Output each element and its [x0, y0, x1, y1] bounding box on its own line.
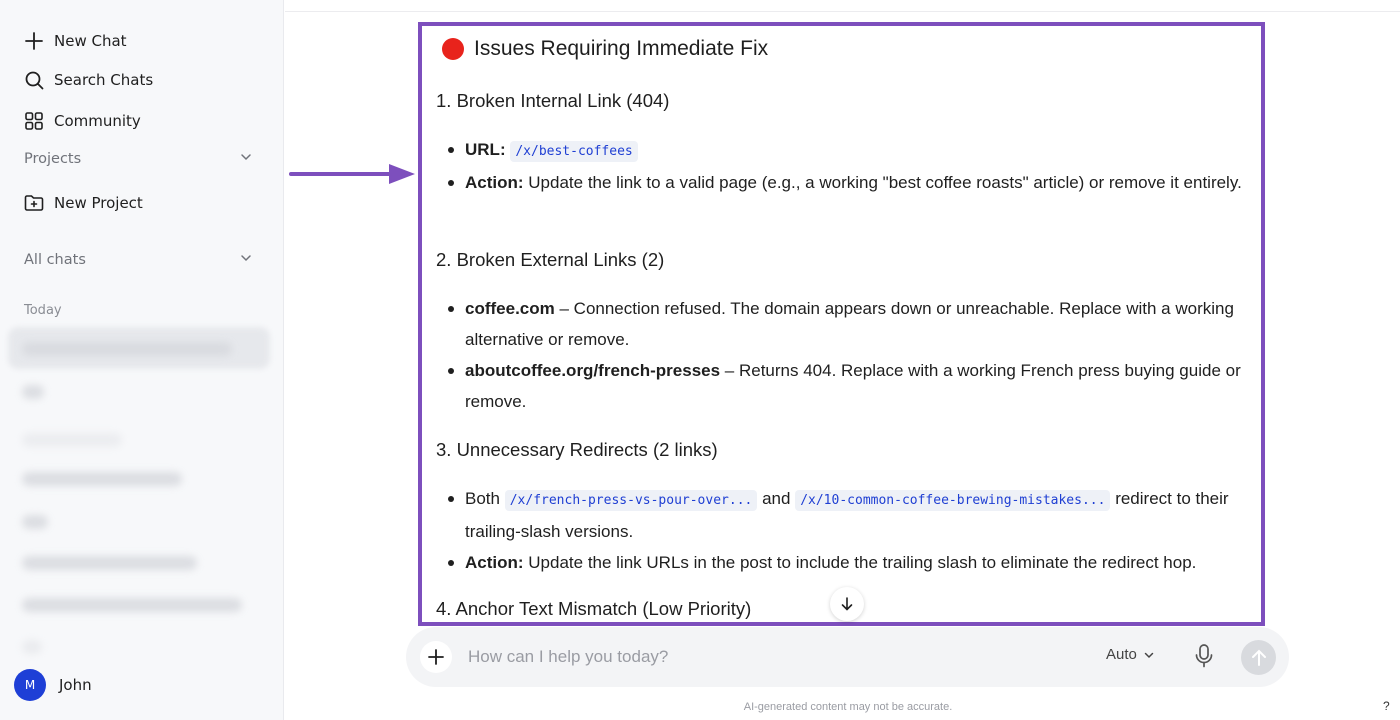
arrow-up-icon [1251, 649, 1267, 667]
user-name: John [59, 676, 92, 694]
plus-icon [24, 31, 44, 51]
today-label: Today [24, 303, 62, 318]
grid-icon [24, 111, 44, 131]
avatar: M [14, 669, 46, 701]
inline-code: /x/best-coffees [510, 141, 637, 162]
url-label: URL: [465, 140, 506, 159]
item-text: – Connection refused. The domain appears down or unreachable. Replace with a working alternative or remove. [465, 299, 1234, 349]
chat-history-group-label [22, 433, 122, 447]
microphone-icon [1194, 643, 1214, 669]
action-text: Update the link URLs in the post to include the trailing slash to eliminate the redirect hop. [528, 553, 1197, 572]
chat-history-item[interactable] [22, 385, 44, 399]
inline-code: /x/french-press-vs-pour-over... [505, 490, 758, 511]
section-heading [436, 34, 1256, 64]
chat-history-item[interactable] [22, 556, 197, 570]
user-menu[interactable] [14, 669, 92, 701]
search-icon [24, 70, 44, 90]
attach-button[interactable] [420, 641, 452, 673]
issue-3-title: 3. Unnecessary Redirects (2 links) [436, 439, 718, 460]
domain-label: coffee.com [465, 299, 555, 318]
search-chats-label: Search Chats [54, 71, 154, 89]
model-label: Auto [1106, 646, 1137, 663]
highlighted-response [418, 22, 1265, 626]
item-text: – Returns 404. Replace with a working French press buying guide or remove. [465, 361, 1241, 411]
assistant-message [436, 34, 1256, 619]
issue-2-list [436, 293, 1256, 417]
issue-2-title: 2. Broken External Links (2) [436, 249, 665, 270]
chevron-down-icon [240, 151, 252, 167]
all-chats-section-toggle[interactable] [24, 252, 252, 268]
issue-1-list [436, 134, 1256, 198]
chevron-down-icon [240, 252, 252, 268]
message-input[interactable] [468, 642, 1068, 672]
item-text: Both [465, 489, 500, 508]
chevron-down-icon [1143, 649, 1155, 661]
header-divider [285, 11, 1400, 12]
inline-code: /x/10-common-coffee-brewing-mistakes... [795, 490, 1110, 511]
community-label: Community [54, 112, 141, 130]
model-selector[interactable] [1106, 646, 1155, 663]
action-label: Action: [465, 173, 524, 192]
folder-plus-icon [24, 193, 44, 213]
chat-history-item[interactable] [22, 472, 182, 486]
red-circle-icon [442, 38, 464, 60]
chat-history-item[interactable] [22, 342, 232, 356]
sidebar [0, 0, 284, 720]
domain-label: aboutcoffee.org/french-presses [465, 361, 721, 380]
community-button[interactable] [24, 109, 141, 133]
search-chats-button[interactable] [24, 68, 153, 92]
issue-1-title: 1. Broken Internal Link (404) [436, 90, 670, 111]
chat-history-item[interactable] [22, 515, 48, 529]
chat-history-item[interactable] [22, 598, 242, 612]
projects-label: Projects [24, 151, 82, 167]
item-text: redirect to their trailing-slash versions. [465, 489, 1229, 541]
list-item [436, 167, 1256, 198]
new-project-label: New Project [54, 194, 143, 212]
issue-4-title: 4. Anchor Text Mismatch (Low Priority) [436, 598, 752, 619]
issue-3-list [436, 483, 1256, 578]
list-item [436, 134, 1256, 167]
scroll-down-button[interactable] [830, 587, 864, 621]
item-text: and [762, 489, 791, 508]
voice-input-button[interactable] [1194, 643, 1214, 673]
action-text: Update the link to a valid page (e.g., a working "best coffee roasts" article) or remove it entirely. [528, 173, 1242, 192]
list-item [436, 355, 1256, 417]
heading-text: Issues Requiring Immediate Fix [474, 37, 769, 60]
list-item [436, 483, 1256, 547]
disclaimer-text: AI-generated content may not be accurate. [743, 701, 953, 713]
message-composer [406, 627, 1289, 687]
arrow-down-icon [840, 597, 854, 611]
help-button[interactable]: ? [1383, 699, 1390, 713]
list-item [436, 293, 1256, 355]
all-chats-label: All chats [24, 252, 86, 268]
new-project-button[interactable] [24, 191, 143, 215]
new-chat-label: New Chat [54, 32, 127, 50]
new-chat-button[interactable] [24, 29, 127, 53]
projects-section-toggle[interactable] [24, 151, 252, 167]
send-button[interactable] [1241, 640, 1276, 675]
plus-icon [427, 648, 445, 666]
annotation-arrow-icon [289, 160, 419, 190]
list-item [436, 547, 1256, 578]
chat-history-item[interactable] [22, 640, 42, 654]
action-label: Action: [465, 553, 524, 572]
